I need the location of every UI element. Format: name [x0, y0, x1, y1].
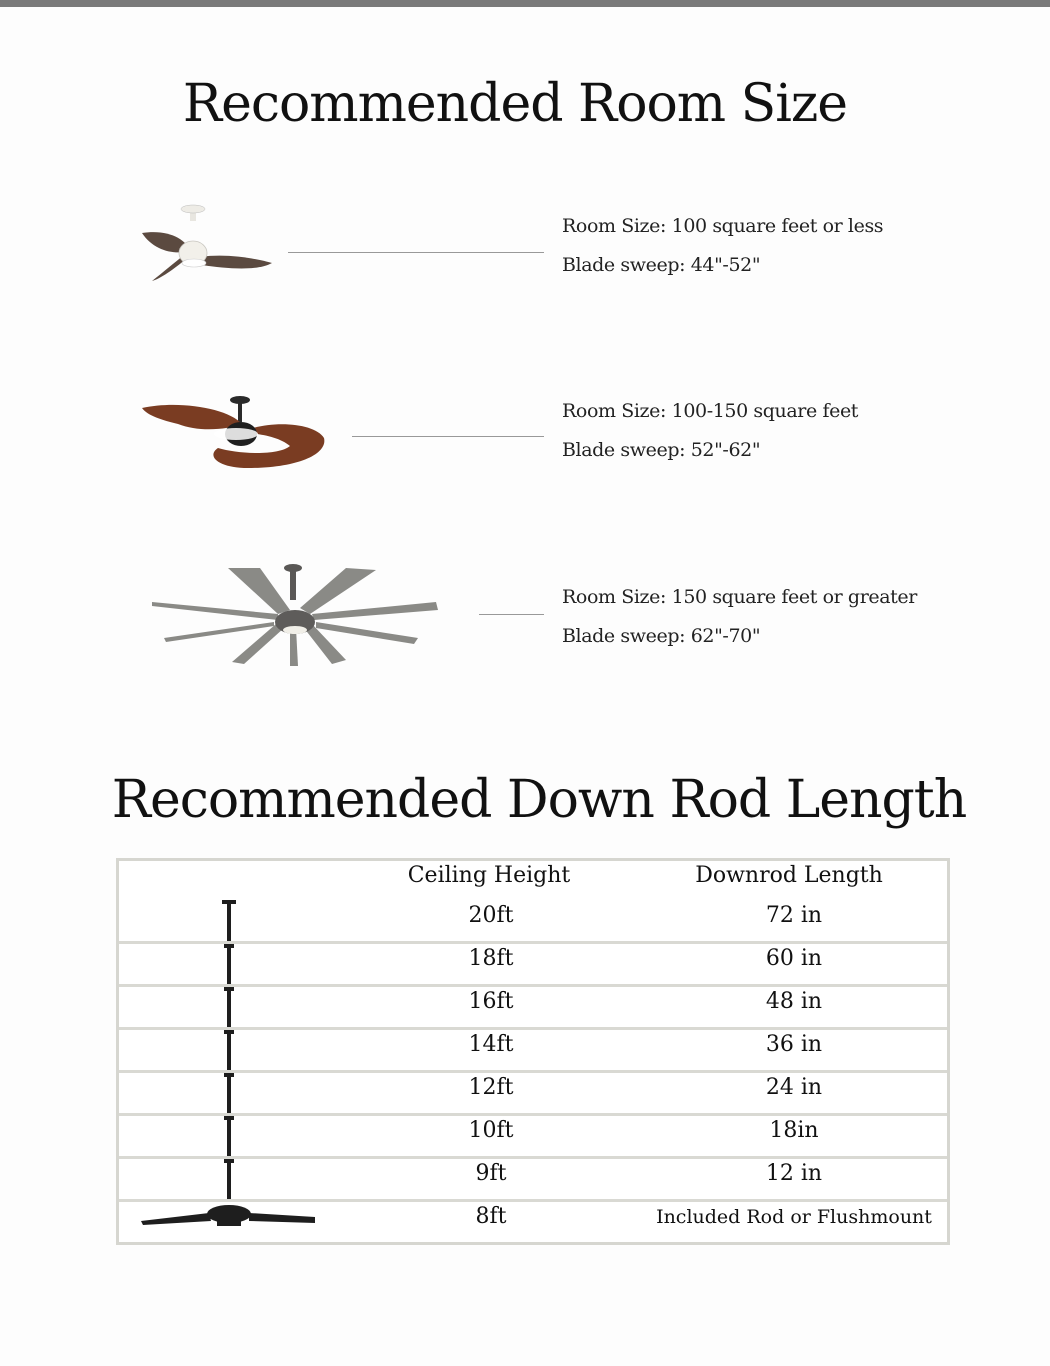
- header-ceiling-height: Ceiling Height: [407, 863, 571, 888]
- downrod-length-cell: 72 in: [765, 903, 823, 928]
- fan-specs: [562, 398, 858, 476]
- room-size-text: Room Size: 150 square feet or greater: [562, 586, 917, 608]
- downrod-length-cell: 18in: [769, 1118, 819, 1143]
- row-divider: [119, 1199, 947, 1202]
- large-9-blade-fan-icon: [150, 562, 440, 666]
- downrod-length-cell: 48 in: [765, 989, 823, 1014]
- ceiling-height-cell: 8ft: [475, 1204, 507, 1229]
- header-downrod-length: Downrod Length: [695, 863, 883, 888]
- blade-sweep-text: Blade sweep: 44"-52": [562, 254, 761, 276]
- row-divider: [119, 984, 947, 987]
- small-3-blade-fan-icon: [138, 203, 278, 283]
- curved-2-blade-fan-icon: [138, 394, 330, 472]
- downrod-length-cell: Included Rod or Flushmount: [656, 1206, 932, 1228]
- downrod-length-cell: 12 in: [765, 1161, 823, 1186]
- fan-specs: [562, 584, 917, 662]
- fan-specs: [562, 213, 883, 291]
- downrod-illustration-icon: [119, 861, 339, 1242]
- downrod-length-cell: 60 in: [765, 946, 823, 971]
- leader-line: [479, 614, 544, 615]
- page-title-down-rod: Recommended Down Rod Length: [111, 770, 967, 830]
- ceiling-height-cell: 10ft: [468, 1118, 514, 1143]
- row-divider: [119, 1113, 947, 1116]
- room-size-text: Room Size: 100 square feet or less: [562, 215, 884, 237]
- page-title-room-size: Recommended Room Size: [182, 74, 848, 134]
- ceiling-height-cell: 12ft: [468, 1075, 514, 1100]
- ceiling-height-cell: 16ft: [468, 989, 514, 1014]
- leader-line: [288, 252, 544, 253]
- ceiling-height-cell: 18ft: [468, 946, 514, 971]
- row-divider: [119, 1070, 947, 1073]
- downrod-length-cell: 36 in: [765, 1032, 823, 1057]
- blade-sweep-text: Blade sweep: 62"-70": [562, 625, 761, 647]
- leader-line: [352, 436, 544, 437]
- ceiling-height-cell: 14ft: [468, 1032, 514, 1057]
- ceiling-height-cell: 9ft: [475, 1161, 507, 1186]
- top-border: [0, 0, 1050, 7]
- ceiling-height-cell: 20ft: [468, 903, 514, 928]
- blade-sweep-text: Blade sweep: 52"-62": [562, 439, 761, 461]
- row-divider: [119, 1156, 947, 1159]
- row-divider: [119, 941, 947, 944]
- downrod-length-cell: 24 in: [765, 1075, 823, 1100]
- room-size-text: Room Size: 100-150 square feet: [562, 400, 859, 422]
- row-divider: [119, 1027, 947, 1030]
- downrod-table: [116, 858, 950, 1245]
